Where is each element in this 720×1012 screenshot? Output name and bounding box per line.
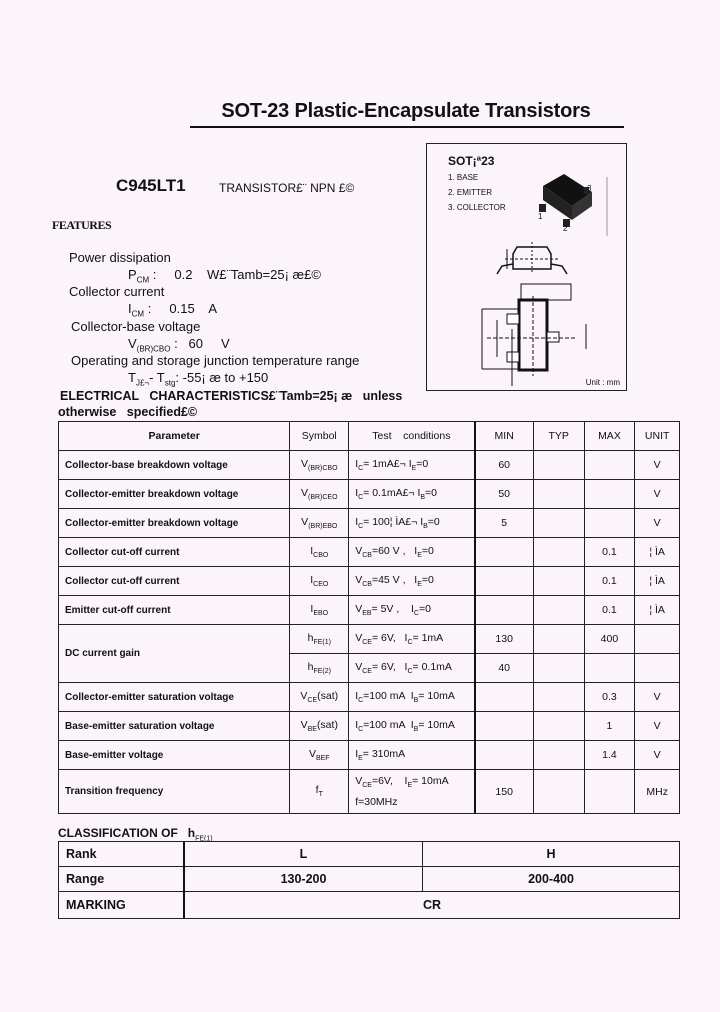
pin-number-2: 2: [563, 224, 568, 233]
cell-typ: [533, 683, 584, 712]
cell-parameter: DC current gain: [59, 625, 290, 683]
features-heading: FEATURES: [52, 218, 112, 232]
feature-label-current: Collector current: [69, 284, 165, 299]
cell-typ: [533, 770, 584, 814]
cell-symbol: $V_{(BR)CBO}$: [290, 451, 349, 480]
table-row-transition-frequency: [59, 770, 680, 814]
unit-label: Unit : mm: [585, 378, 620, 387]
cell-value: L: [184, 842, 423, 867]
cell-typ: [533, 654, 584, 683]
cell-min: 50: [475, 480, 534, 509]
classification-row-range: [59, 867, 680, 892]
cell-typ: [533, 625, 584, 654]
row-label: Rank: [59, 842, 185, 867]
cell-symbol: $h_{FE(2)}$: [290, 654, 349, 683]
cell-parameter: Collector-emitter breakdown voltage: [59, 509, 290, 538]
cell-unit: [635, 625, 680, 654]
cell-max: [584, 654, 635, 683]
sot23-package-drawing: [427, 144, 626, 390]
cell-parameter: Transition frequency: [59, 770, 290, 814]
cell-typ: [533, 451, 584, 480]
cell-symbol: $I_{EBO}$: [290, 596, 349, 625]
cell-value: H: [423, 842, 680, 867]
cell-min: [475, 567, 534, 596]
table-row: [59, 509, 680, 538]
cell-min: 150: [475, 770, 534, 814]
feature-value-voltage: $V_{(BR)CBO}$ : 60 V: [128, 336, 230, 354]
header-unit: UNIT: [635, 422, 680, 451]
cell-unit: V: [635, 509, 680, 538]
cell-symbol: $V_{(BR)EBO}$: [290, 509, 349, 538]
cell-typ: [533, 480, 584, 509]
header-symbol: Symbol: [290, 422, 349, 451]
table-row: [59, 683, 680, 712]
cell-parameter: Collector-emitter saturation voltage: [59, 683, 290, 712]
cell-typ: [533, 509, 584, 538]
pin-label-base: 1. BASE: [448, 173, 479, 182]
table-row: [59, 712, 680, 741]
cell-conditions: $I_E= 310mA$: [349, 741, 475, 770]
cell-symbol: $V_{(BR)CEO}$: [290, 480, 349, 509]
cell-typ: [533, 741, 584, 770]
table-row-dc-gain-1: [59, 625, 680, 654]
classification-row-marking: [59, 892, 680, 919]
cell-parameter: Base-emitter saturation voltage: [59, 712, 290, 741]
row-label: MARKING: [59, 892, 185, 919]
document-title: SOT-23 Plastic-Encapsulate Transistors: [221, 100, 591, 122]
table-row: [59, 567, 680, 596]
cell-max: 0.3: [584, 683, 635, 712]
part-number: C945LT1: [116, 176, 186, 195]
cell-typ: [533, 538, 584, 567]
table-row: [59, 451, 680, 480]
cell-max: [584, 509, 635, 538]
classification-row-rank: [59, 842, 680, 867]
cell-conditions: $V_{CE}= 6V$, $I_C= 1mA$: [349, 625, 475, 654]
cell-conditions: $I_C=$ 0.1mA£¬ $I_B=0$: [349, 480, 475, 509]
cell-conditions: $V_{CB}=45$ V , $I_E=0$: [349, 567, 475, 596]
cell-max: 0.1: [584, 538, 635, 567]
table-row: [59, 596, 680, 625]
electrical-characteristics-table: [58, 421, 680, 814]
pin-number-3: 3: [587, 184, 592, 193]
package-diagram-box: [426, 143, 627, 391]
cell-unit: ¦ ÌA: [635, 538, 680, 567]
cell-parameter: Emitter cut-off current: [59, 596, 290, 625]
part-description: TRANSISTOR£¨ NPN £©: [219, 181, 355, 195]
header-typ: TYP: [533, 422, 584, 451]
cell-min: 130: [475, 625, 534, 654]
header-min: MIN: [475, 422, 534, 451]
classification-title: CLASSIFICATION OF $h_{FE(1)}$: [58, 826, 213, 843]
cell-min: 5: [475, 509, 534, 538]
package-title: SOT¡ª23: [448, 154, 495, 168]
cell-max: 1.4: [584, 741, 635, 770]
cell-conditions: $V_{EB}= 5V$ , $I_C=0$: [349, 596, 475, 625]
cell-symbol: $f_T$: [290, 770, 349, 814]
cell-conditions: $V_{CE}=6V$, $I_E= 10mA$ f=30MHz: [349, 770, 475, 814]
cell-unit: V: [635, 712, 680, 741]
feature-label-temperature: Operating and storage junction temperature range: [71, 353, 360, 368]
cell-parameter: Collector cut-off current: [59, 538, 290, 567]
cell-unit: V: [635, 741, 680, 770]
cell-symbol: $V_{BE}(sat)$: [290, 712, 349, 741]
cell-value: 130-200: [184, 867, 423, 892]
cell-unit: MHz: [635, 770, 680, 814]
cell-symbol: $h_{FE(1)}$: [290, 625, 349, 654]
table-header-row: [59, 422, 680, 451]
cell-min: 40: [475, 654, 534, 683]
cell-typ: [533, 596, 584, 625]
cell-symbol: $I_{CBO}$: [290, 538, 349, 567]
cell-symbol: $V_{CE}(sat)$: [290, 683, 349, 712]
cell-max: 400: [584, 625, 635, 654]
cell-min: 60: [475, 451, 534, 480]
cell-symbol: $V_{BEF}$: [290, 741, 349, 770]
cell-conditions: $I_C=100$ mA $I_B= 10mA$: [349, 712, 475, 741]
title-underline: [190, 126, 624, 128]
row-label: Range: [59, 867, 185, 892]
table-row: [59, 538, 680, 567]
classification-table: [58, 841, 680, 919]
table-row: [59, 480, 680, 509]
cell-unit: V: [635, 451, 680, 480]
cell-parameter: Collector-emitter breakdown voltage: [59, 480, 290, 509]
electrical-characteristics-heading: [58, 388, 428, 420]
cell-max: [584, 480, 635, 509]
cell-unit: V: [635, 683, 680, 712]
pin-label-collector: 3. COLLECTOR: [448, 203, 506, 212]
cell-max: 0.1: [584, 596, 635, 625]
cell-min: [475, 712, 534, 741]
feature-value-power: $P_{CM}$ : 0.2 W£¨Tamb=25¡ æ£©: [128, 267, 321, 285]
cell-conditions: $I_C=$ 100¦ ÌA£¬ $I_B=0$: [349, 509, 475, 538]
cell-min: [475, 538, 534, 567]
cell-min: [475, 741, 534, 770]
pin-number-1: 1: [538, 212, 543, 221]
cell-value: CR: [184, 892, 680, 919]
cell-symbol: $I_{CEO}$: [290, 567, 349, 596]
cell-conditions: $I_C=$ 1mA£¬ $I_E=0$: [349, 451, 475, 480]
cell-min: [475, 596, 534, 625]
cell-max: 1: [584, 712, 635, 741]
cell-parameter: Base-emitter voltage: [59, 741, 290, 770]
cell-typ: [533, 567, 584, 596]
cell-max: [584, 770, 635, 814]
heading-line-1: ELECTRICAL CHARACTERISTICS£¨Tamb=25¡ æ unless: [60, 389, 403, 403]
feature-value-current: $I_{CM}$ : 0.15 A: [128, 301, 218, 319]
pin-label-emitter: 2. EMITTER: [448, 188, 493, 197]
cell-conditions: $V_{CE}= 6V$, $I_C= 0.1mA$: [349, 654, 475, 683]
feature-label-voltage: Collector-base voltage: [71, 319, 201, 334]
cell-typ: [533, 712, 584, 741]
header-parameter: Parameter: [59, 422, 290, 451]
feature-label-power: Power dissipation: [69, 250, 171, 265]
heading-line-2: otherwise specified£©: [58, 405, 198, 419]
cell-max: [584, 451, 635, 480]
cell-conditions: $V_{CB}=60$ V , $I_E=0$: [349, 538, 475, 567]
cell-unit: [635, 654, 680, 683]
cell-parameter: Collector cut-off current: [59, 567, 290, 596]
cell-unit: V: [635, 480, 680, 509]
cell-value: 200-400: [423, 867, 680, 892]
cell-min: [475, 683, 534, 712]
cell-max: 0.1: [584, 567, 635, 596]
table-row: [59, 741, 680, 770]
cell-unit: ¦ ÌA: [635, 567, 680, 596]
header-test-conditions: Test conditions: [349, 422, 475, 451]
cell-parameter: Collector-base breakdown voltage: [59, 451, 290, 480]
cell-unit: ¦ ÌA: [635, 596, 680, 625]
cell-conditions: $I_C=100$ mA $I_B= 10mA$: [349, 683, 475, 712]
header-max: MAX: [584, 422, 635, 451]
feature-value-temperature: $T_{J£\neg}-$ $T_{stg}$: -55¡ æ to +150: [128, 370, 269, 388]
